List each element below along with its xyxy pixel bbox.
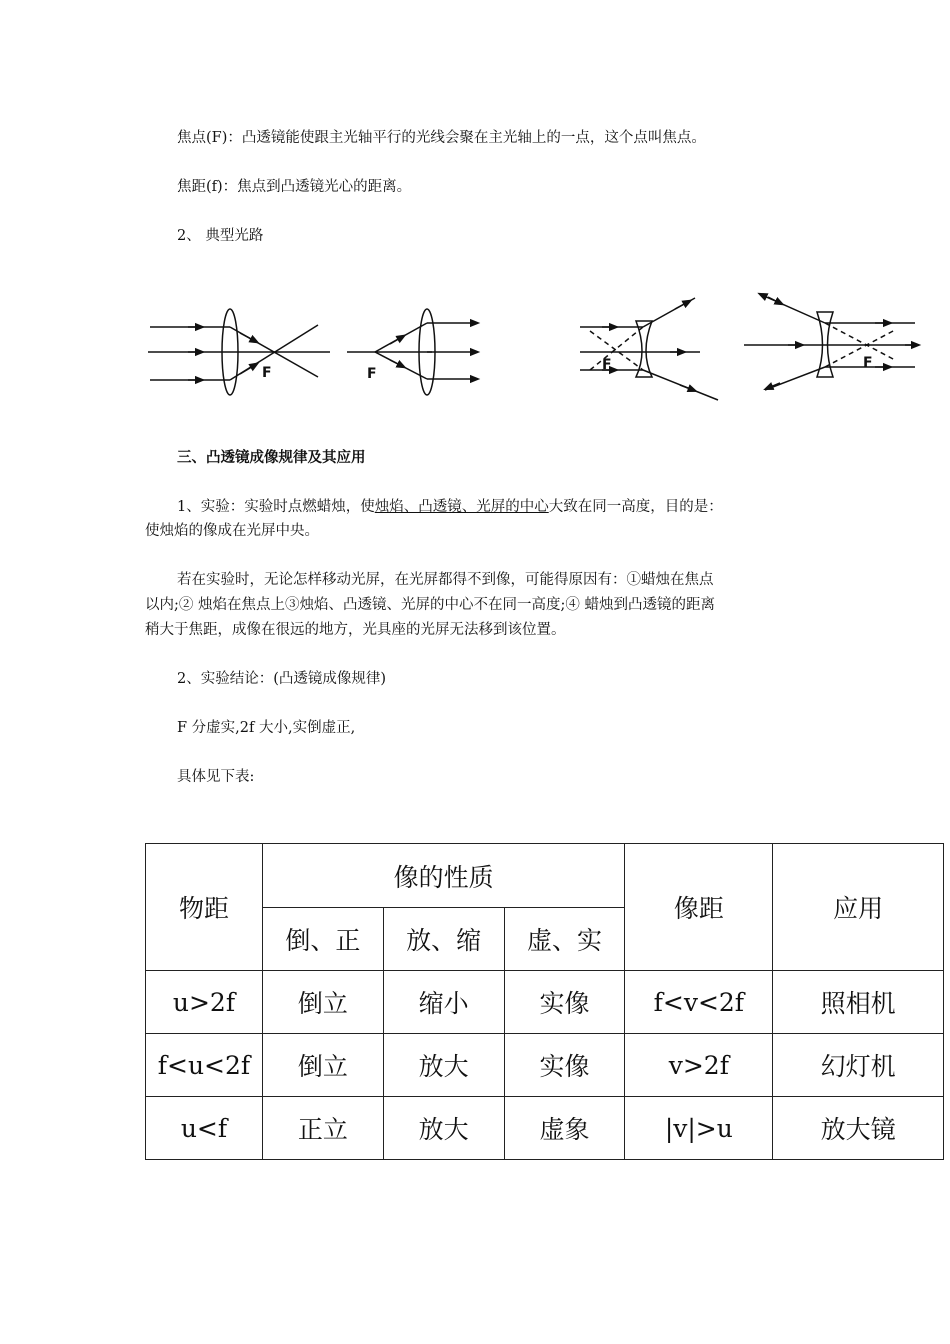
convex-converging-diagram: [148, 309, 330, 395]
cell-size: 放大: [383, 1034, 504, 1097]
experiment-suffix: 大致在同一高度，目的是：: [548, 499, 723, 515]
cell-object-distance: u>2f: [146, 971, 263, 1034]
cell-application: 照相机: [773, 971, 944, 1034]
cell-object-distance: f<u<2f: [146, 1034, 263, 1097]
focus-label-3: F: [602, 357, 612, 373]
header-application: 应用: [773, 844, 944, 971]
cell-object-distance: u<f: [146, 1097, 263, 1160]
focus-label-4: F: [863, 355, 873, 371]
typical-paths-heading: 2、 典型光路: [177, 228, 264, 244]
subheader-inverted-upright: 倒、正: [262, 908, 383, 971]
cell-image-distance: |v|>u: [625, 1097, 773, 1160]
cell-orientation: 倒立: [262, 1034, 383, 1097]
section-heading: 三、凸透镜成像规律及其应用: [177, 449, 366, 466]
imaging-law-table: [145, 843, 944, 1160]
focus-definition: 焦点(F)：凸透镜能使跟主光轴平行的光线会聚在主光轴上的一点，这个点叫焦点。: [177, 130, 706, 146]
cell-application: 放大镜: [773, 1097, 944, 1160]
see-table-note: 具体见下表:: [177, 769, 255, 785]
cell-kind: 实像: [504, 1034, 625, 1097]
cell-image-distance: v>2f: [625, 1034, 773, 1097]
reason-line-3: 稍大于焦距，成像在很远的地方，光具座的光屏无法移到该位置。: [145, 622, 566, 638]
table-row: [146, 1034, 944, 1097]
rule-mnemonic: F 分虚实,2f 大小,实倒虚正,: [177, 720, 356, 736]
reason-line-1: 若在实验时，无论怎样移动光屏，在光屏都得不到像，可能得原因有：①蜡烛在焦点: [177, 572, 714, 588]
experiment-prefix: 1、实验：实验时点燃蜡烛，使: [177, 499, 375, 515]
table-row: [146, 1097, 944, 1160]
cell-size: 缩小: [383, 971, 504, 1034]
subheader-enlarged-reduced: 放、缩: [383, 908, 504, 971]
header-image-distance: 像距: [625, 844, 773, 971]
concave-diverging-diagram: [580, 298, 718, 400]
light-path-diagrams: [140, 285, 930, 410]
focal-length-definition: 焦距(f)：焦点到凸透镜光心的距离。: [177, 179, 412, 195]
focus-label-1: F: [262, 365, 272, 381]
subheader-virtual-real: 虚、实: [504, 908, 625, 971]
cell-size: 放大: [383, 1097, 504, 1160]
cell-image-distance: f<v<2f: [625, 971, 773, 1034]
focus-label-2: F: [367, 366, 377, 382]
experiment-line-1: [177, 495, 723, 519]
experiment-line-2: 使烛焰的像成在光屏中央。: [145, 523, 319, 539]
header-image-nature: 像的性质: [262, 844, 624, 908]
conclusion-heading: 2、实验结论：(凸透镜成像规律): [177, 671, 387, 687]
table-row: [146, 971, 944, 1034]
cell-kind: 实像: [504, 971, 625, 1034]
convex-focus-diagram: [347, 309, 475, 395]
cell-application: 幻灯机: [773, 1034, 944, 1097]
cell-orientation: 倒立: [262, 971, 383, 1034]
reason-line-2: 以内;② 烛焰在焦点上③烛焰、凸透镜、光屏的中心不在同一高度;④ 蜡烛到凸透镜的距离: [145, 597, 715, 613]
cell-orientation: 正立: [262, 1097, 383, 1160]
cell-kind: 虚象: [504, 1097, 625, 1160]
header-object-distance: 物距: [146, 844, 263, 971]
experiment-underlined: 烛焰、凸透镜、光屏的中心: [374, 499, 549, 515]
concave-to-focus-diagram: [744, 295, 916, 390]
